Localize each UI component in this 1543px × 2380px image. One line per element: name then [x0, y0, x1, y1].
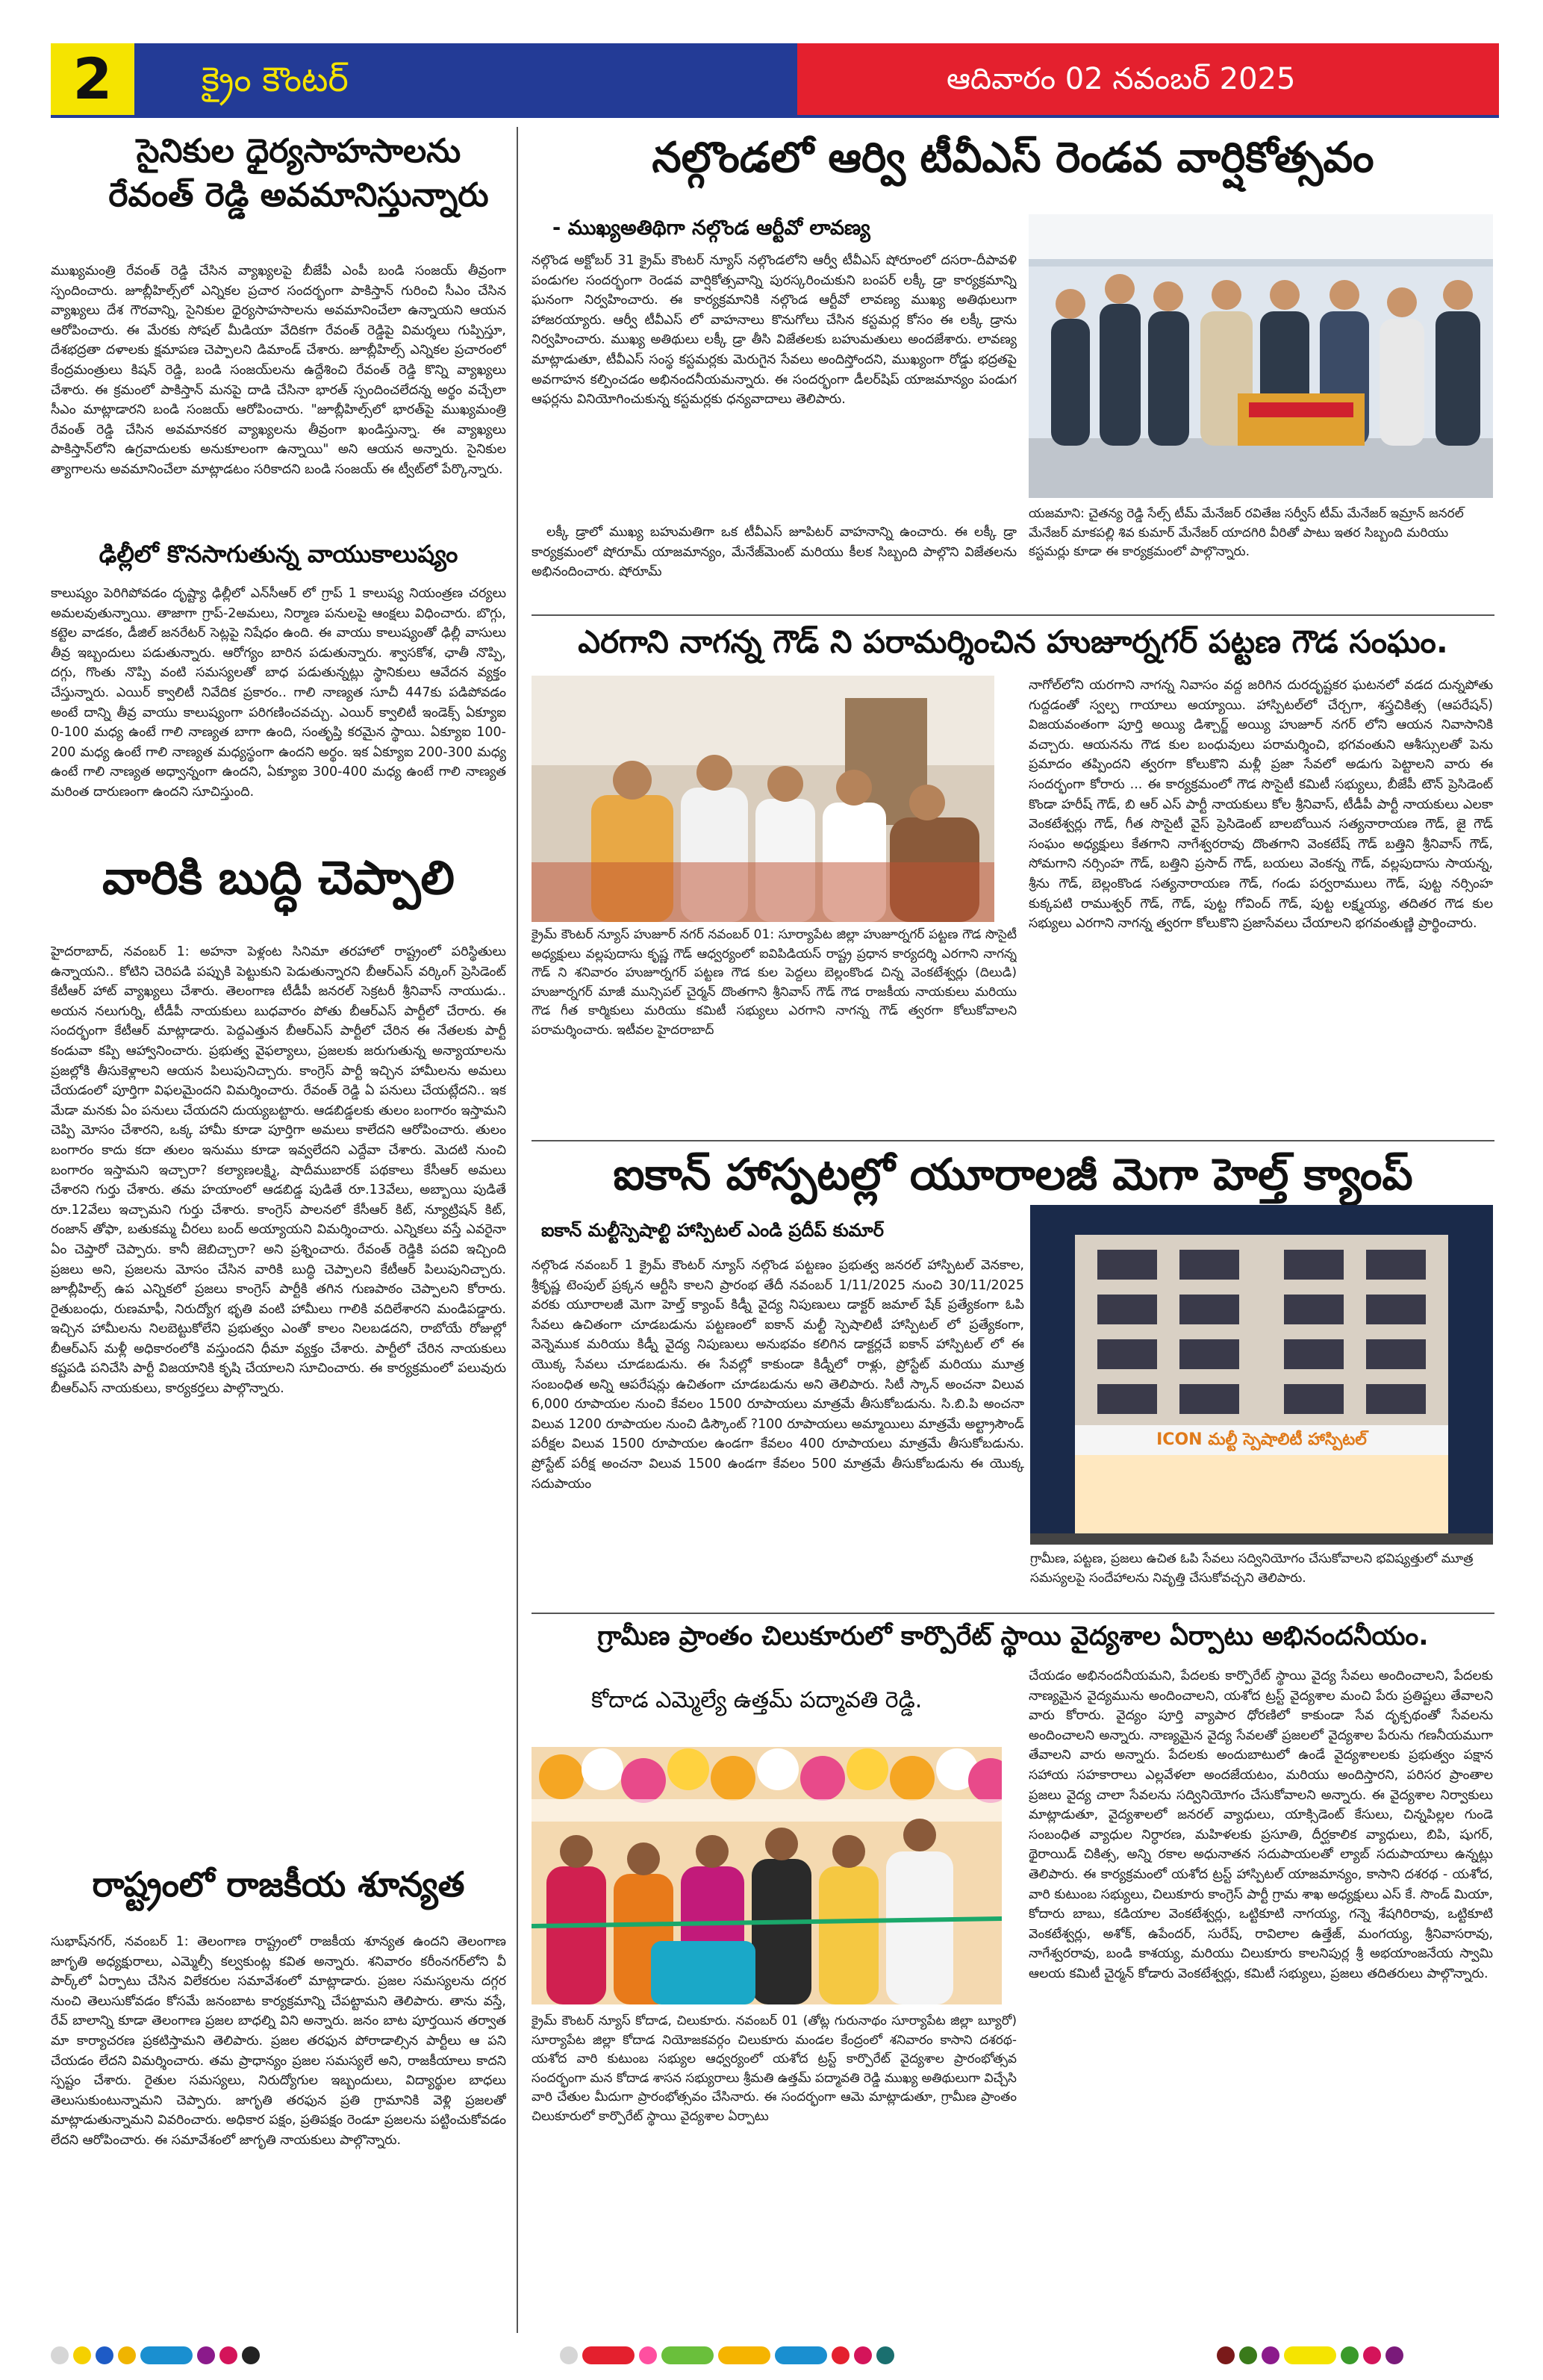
footer-color-strip-center — [560, 2344, 978, 2367]
tvs-photo-caption: యజమాని: చైతన్య రెడ్డి సేల్స్ టీమ్ మేనేజర్ రవితేజ సర్వీస్ టీమ్ మేనేజర్ ఇమ్రాన్ జనరల్ మేనేజర్ మాకపల్లి శివ కుమార్ మేనేజర్ యాదగిరి వీరితో పాటు ఇతర సిబ్బంది మరియు కస్టమర్లు కూడా ఈ కార్యక్రమంలో పాల్గొన్నారు. — [1029, 506, 1464, 559]
article-delhi-title: ఢిల్లీలో కొనసాగుతున్న వాయుకాలుష్యం — [99, 540, 458, 568]
article-sainikula-title — [71, 133, 526, 214]
article-buddhi-title: వారికి బుద్ధి చెప్పాలి — [102, 850, 455, 905]
article-tvs-title: నల్గొండలో ఆర్వి టీవీఎస్ రెండవ వార్షికోత్సవం — [652, 134, 1374, 182]
issue-date: ఆదివారం 02 నవంబర్ 2025 — [797, 43, 1499, 115]
article-body-text: కాలుష్యం పెరిగిపోవడం దృష్ట్యా ఢిల్లీలో ఎన్‌సీఆర్ లో గ్రాప్ 1 కాలుష్య నియంత్రణ చర్యలు అమలవుతున్నాయి. తాజాగా గ్రాప్-2అమలు, నిర్మాణ పనులపై ఆంక్షలు విధించారు. బొగ్గు, కట్టెల వాడకం, డీజిల్ జనరేటర్ సెట్లపై నిషేధం ఉంది. ఈ వాయు కాలుష్యంతో ఢిల్లీ వాసులు తీవ్ర ఇబ్బందులు పడుతున్నారు. ఆరోగ్యం బారిన పడుతున్నారు. శ్వాసకోశ, ఛాతీ నొప్పి, దగ్గు, గొంతు నొప్పి వంటి సమస్యలతో బాధ పడుతున్నట్లు స్థానికులు ఆవేదన వ్యక్తం చేస్తున్నారు. ఎయిర్ క్వాలిటీ నివేదిక ప్రకారం.. గాలి నాణ్యత సూచీ 447కు పడిపోవడం అంటే దాన్ని తీవ్ర వాయు కాలుష్యంగా పరిగణించవచ్చు. ఎయిర్ క్వాలిటీ ఇండెక్స్ ఏక్యూఐ 0-100 మధ్య ఉంటే గాలి నాణ్యత బాగా ఉంది, సంతృప్తి కరమైన స్థాయి. ఏక్యూఐ 100-200 మధ్య ఉంటే గాలి నాణ్యత మధ్యస్థంగా ఉందని అర్థం. ఇక ఏక్యూఐ 200-300 మధ్య ఉంటే గాలి నాణ్యత అధ్వాన్నంగా ఉందని, ఏక్యూఐ 300-400 మధ్య ఉంటే గాలి నాణ్యత మరింత దారుణంగా ఉందని సూచిస్తుంది. — [51, 586, 506, 800]
article-rural-body — [1029, 1666, 1493, 2331]
icon-hospital-photo — [1030, 1205, 1493, 1545]
footer-color-mark — [775, 2346, 827, 2364]
page-number: 2 — [51, 43, 134, 115]
footer-color-mark — [219, 2346, 237, 2364]
article-body-text: నాగోల్‌లోని యరగాని నాగన్న నివాసం వద్ద జరిగిన దురదృష్టకర ఘటనలో వడద దున్నపోతు గుద్దడంతో స్వల్ప గాయాలు అయ్యాయి. హాస్పిటల్‌లో చేర్చగా, శస్త్రచికిత్స (ఆపరేషన్) విజయవంతంగా పూర్తి అయ్యి డిశ్చార్జ్ అయ్యి హుజూర్ నగర్ లోని ఆయన నివాసానికి వచ్చారు. ఆయనను గౌడ కుల బంధువులు పరామర్శించి, భగవంతుని ఆశీస్సులతో పెను ప్రమాదం తప్పిందని త్వరగా కోలుకొని మళ్లీ ప్రజా సేవలో అడుగు పెట్టాలని వారు ఈ సందర్భంగా కోరారు ... ఈ కార్యక్రమంలో గౌడ సొసైటీ కమిటీ సభ్యులు, బీజేపీ టౌన్ ప్రెసిడెంట్ కొండా హరీష్ గౌడ్, బి ఆర్ ఎస్ పార్టీ నాయకులు కోల శ్రీనివాస్, టీడీపీ పార్టీ నాయకులు ఎలకా వెంకటేశ్వర్లు గౌడ్, గీత సొసైటీ వైస్ ప్రెసిడెంట్ బాలబోయిన సత్యనారాయణ గౌడ్, జై గౌడ్ సంఘం అధ్యక్షులు కేతగాని నాగేశ్వరరావు దొంతగాని వెంకటేష్ గౌడ్ బత్తిని శ్రీనివాస్ గౌడ్, సోమగాని నర్సింహ గౌడ్, బత్తిని ప్రసాద్ గౌడ్, బయలు వెంకన్న గౌడ్, వల్లపుదాసు సాయన్న, శ్రీను గౌడ్, బెల్లంకొండ సత్యనారాయణ గౌడ్, గండు పర్వరాములు గౌడ్, పుట్ట నర్సింహ కుక్కపటి రాముశ్వర్ గౌడ్, గౌడ్, పుట్ట గోవింద్ గౌడ్, పుట్ట లక్ష్మయ్య, తదితర గౌడ కుల సభ్యులు ఎరగాని నాగన్న త్వరగా కోలుకొని ప్రజాసేవలు చేయాలని భగవంతుణ్ణి ప్రార్థించారు. — [1029, 678, 1493, 932]
column-divider — [517, 127, 518, 2333]
footer-color-mark — [876, 2346, 894, 2364]
article-rural-title: గ్రామీణ ప్రాంతం చిలుకూరులో కార్పొరేట్ స్థాయి వైద్యశాల ఏర్పాటు అభినందనీయం. — [597, 1622, 1429, 1651]
article-body-text: నల్గొండ అక్టోబర్ 31 క్రైమ్ కౌంటర్ న్యూస్ నల్గొండలోని ఆర్వీ టీవీఎస్ షోరూంలో దసరా-దీపావళి పండుగల సందర్భంగా రెండవ వార్షికోత్సవాన్ని పురస్కరించుకుని బంపర్ లక్కీ డ్రా కార్యక్రమాన్ని ఘనంగా నిర్వహించారు. ఈ కార్యక్రమానికి నల్గొండ ఆర్టీవో లావణ్య ముఖ్య అతిథులుగా హాజరయ్యారు. ఆర్వీ టీవీఎస్ లో వాహనాలు కొనుగోలు చేసిన కస్టమర్ల కోసం ఈ లక్కీ డ్రాను నిర్వహించారు. ముఖ్య అతిథులు లక్కీ డ్రా తీసి విజేతలకు బహుమతులు అందజేశారు. లావణ్య మాట్లాడుతూ, టీవీఎస్ సంస్థ కస్టమర్లకు మెరుగైన సేవలు అందిస్తోందని, ముఖ్యంగా రోడ్డు భద్రతపై అవగాహన కల్పించడం అభినందనీయమన్నారు. ఈ సందర్భంగా డీలర్‌షిప్ యాజమాన్యం పండుగ ఆఫర్లను వినియోగించుకున్న కస్టమర్లకు ధన్యవాదాలు తెలిపారు. — [532, 253, 1017, 408]
gouda-visit-photo — [532, 676, 994, 922]
section-divider — [532, 1613, 1494, 1614]
footer-color-strip-right — [1217, 2344, 1493, 2367]
article-icon-title: ఐకాన్ హాస్పటల్లో యూరాలజీ మెగా హెల్త్ క్యాంప్ — [613, 1149, 1413, 1200]
footer-color-mark — [73, 2346, 91, 2364]
article-body-text: లక్కీ డ్రాలో ముఖ్య బహుమతిగా ఒక టీవీఎస్ జూపిటర్ వాహనాన్ని ఉంచారు. ఈ లక్కీ డ్రా కార్యక్రమంలో షోరూమ్ యాజమాన్యం, మేనేజ్‌మెంట్ మరియు కీలక సిబ్బంది పాల్గొని విజేతలను అభినందించారు. షోరూమ్ — [532, 525, 1017, 580]
footer-color-mark — [96, 2346, 113, 2364]
article-title-line-2: రేవంత్ రెడ్డి అవమానిస్తున్నారు — [108, 175, 489, 214]
tvs-event-photo — [1029, 214, 1493, 498]
footer-color-mark — [582, 2346, 635, 2364]
gouda-photo-caption: క్రైమ్ కౌంటర్ న్యూస్ హుజూర్ నగర్ నవంబర్ 01: సూర్యాపేట జిల్లా హుజూర్నగర్ పట్టణ గౌడ సొసైటీ అధ్యక్షులు వల్లపుదాసు కృష్ణ గౌడ్ ఆధ్వర్యంలో ఐవిపిడియస్ రాష్ట్ర ప్రధాన కార్యదర్శి ఎరగాని నాగన్న గౌడ్ ని శనివారం హుజూర్నగర్ పట్టణ గౌడ కుల పెద్దలు బెల్లంకొండ చిన్న వెంకటేశ్వర్లు (దిలుడి) హుజూర్నగర్ మాజీ మున్సిపల్ చైర్మన్ దొంతగాని శ్రీనివాస్ గౌడ్ గౌడ రాజకీయ నాయకులు మరియు గౌడ గీత కార్మికులు మరియు కమిటీ సభ్యులు ఎరగాని నాగన్న గౌడ్ త్వరగా కోలుకోవాలని పరామర్శించారు. ఇటీవల హైదరాబాద్ — [532, 927, 1017, 1038]
hospital-sign: ICON మల్టీ స్పెషాలిటీ హాస్పిటల్ — [1156, 1430, 1367, 1449]
icon-photo-caption: గ్రామీణ, పట్టణ, ప్రజలు ఉచిత ఓపి సేవలు సద్వినియోగం చేసుకోవాలని భవిష్యత్తులో మూత్ర సమస్యలపై సందేహాలను నివృత్తి చేసుకోవచ్చని తెలిపారు. — [1030, 1551, 1474, 1586]
paper-name: క్రైం కౌంటర్ — [134, 43, 797, 115]
footer-color-mark — [639, 2346, 657, 2364]
article-buddhi-body — [51, 942, 506, 1854]
footer-color-mark — [1217, 2346, 1235, 2364]
footer-color-mark — [1385, 2346, 1403, 2364]
footer-color-strip-left — [51, 2344, 349, 2367]
footer-color-mark — [718, 2346, 770, 2364]
article-body-text: హైదరాబాద్, నవంబర్ 1: అహనా పెళ్లంట సినిమా తరహాలో రాష్ట్రంలో పరిస్థితులు ఉన్నాయని.. కోటిని చెరిపడి పప్పుకి పెట్టుకుని పెడుతున్నారని బీఆర్ఎస్ వర్కింగ్ ప్రెసిడెంట్ కేటీఆర్ హాట్ వ్యాఖ్యలు చేశారు. తెలంగాణ టీడీపీ జనరల్ సెక్రటరీ శ్రీనివాస్ నాయుడు.. అయన నలుగుర్ని, టీడీపీ నాయకులు బుధవారం పోతు బీఆర్ఎస్ పార్టీలో చేరారు. ఈ సందర్భంగా కేటీఆర్ మాట్లాడారు. పెద్దఎత్తున బీఆర్ఎస్ పార్టీలో చేరిన ఈ నేతలకు పార్టీ కండువా కప్పి ఆహ్వానించారు. ప్రభుత్వ వైఫల్యాలు, ప్రజలకు జరుగుతున్న అన్యాయాలను ప్రజల్లోకి తీసుకెళ్లాలని ఆయన పిలుపునిచ్చారు. కాంగ్రెస్ పార్టీ ఇచ్చిన హామీలను అమలు చేయడంలో పూర్తిగా విఫలమైందని విమర్శించారు. రేవంత్ రెడ్డి ఏ పనులు చేయట్లేదని.. ఇక మేడా మనకు ఏం పనులు చేయదని దుయ్యబట్టారు. ఆడబిడ్డలకు తులం బంగారం ఇస్తామని చెప్పి మోసం చేశారని, ఒక్క హామీ కూడా పూర్తిగా అమలు కాలేదని ఆరోపించారు. తులం బంగారం కాదు కదా తులం ఇనుము కూడా ఇవ్వలేదని ఎద్దేవా చేశారు. మెదటి నుంచి బంగారం ఇస్తామని ఇచ్చారా? కల్యాణలక్ష్మి, షాదీముబారక్ పథకాలు కేసీఆర్ అమలు చేశారని గుర్తు చేశారు. తమ హయాంలో ఆడబిడ్డ పుడితే రూ.13వేలు, అబ్బాయి పుడితే రూ.12వేలు ఇచ్చామని గుర్తు చేశారు. కాంగ్రెస్ పాలనలో కేసీఆర్ కిట్, న్యూట్రిషన్ కిట్, రంజాన్ తోఫా, బతుకమ్మ చీరలు బంద్ అయ్యాయని విమర్శించారు. ఎన్నికలు వస్తే ఎవరైనా ఏం చెప్తారో చెప్పారు. కానీ జెబిచ్చారా? అని ప్రశ్నించారు. రేవంత్ రెడ్డికి పదవి ఇచ్చింది ప్రజలు అని, ప్రజలను మోసం చేసిన వారికి బుద్ధి చెప్పాలని కేటీఆర్ పిలుపునిచ్చారు. జూబ్లీహిల్స్ ఉప ఎన్నికలో ప్రజలు కాంగ్రెస్ పార్టీకి తగిన గుణపాఠం చెప్పాలని కోరారు. రైతుబంధు, రుణమాఫీ, నిరుద్యోగ భృతి వంటి హామీలు గాలికి వదిలేశారని మండిపడ్డారు. ఇచ్చిన హామీలను నిలబెట్టుకోలేని ప్రభుత్వం ఎంతో కాలం నిలబడదని, రాబోయే రోజుల్లో బీఆర్ఎస్ మళ్లీ అధికారంలోకి వస్తుందని ధీమా వ్యక్తం చేశారు. పార్టీలో చేరిన నాయకులు కష్టపడి పనిచేసి పార్టీ విజయానికి కృషి చేయాలని సూచించారు. ఈ కార్యక్రమంలో పలువురు బీఆర్ఎస్ నాయకులు, కార్యకర్తలు పాల్గొన్నారు. — [51, 944, 506, 1397]
article-icon-subtitle: ఐకాన్ మల్టీస్పెషాల్టి హాస్పిటల్ ఎండి ప్రదీప్ కుమార్ — [541, 1220, 884, 1241]
article-body-text: ముఖ్యమంత్రి రేవంత్ రెడ్డి చేసిన వ్యాఖ్యలపై బీజేపీ ఎంపీ బండి సంజయ్ తీవ్రంగా స్పందించారు. జూబ్లీహిల్స్‌లో ఎన్నికల ప్రచార సందర్భంగా పాకిస్తాన్ గురించి సీఎం చేసిన వ్యాఖ్యలు దేశ గౌరవాన్ని, సైనికుల ధైర్యసాహసాలను అవమానించేలా ఉన్నాయని ఆయన ఆరోపించారు. ఈ మేరకు సోషల్ మీడియా వేదికగా రేవంత్ రెడ్డిపై విమర్శలు గుప్పిస్తూ, దేశభద్రతా దళాలకు క్షమాపణ చెప్పాలని డిమాండ్ చేశారు. జూబ్లీహిల్స్ ఎన్నికల ప్రచారంలో కేంద్రమంత్రులు కిషన్ రెడ్డి, బండి సంజయ్‌లను ఉద్దేశించి రేవంత్ రెడ్డి కొన్ని వ్యాఖ్యలు చేశారు. ఈ క్రమంలో పాకిస్తాన్ మనపై దాడి చేసినా భారత్ స్పందించలేదన్న అర్థం వచ్చేలా సీఎం మాట్లాడారని బండి సంజయ్ ఆరోపించారు. "జూబ్లీహిల్స్‌లో భారత్‌పై ముఖ్యమంత్రి రేవంత్ రెడ్డి చేసిన అవమానకర వ్యాఖ్యలను తీవ్రంగా ఖండిస్తున్నా. ఈ వ్యాఖ్యలు పాకిస్తాన్‌లోని ఉగ్రవాదులకు అనుకూలంగా ఉన్నాయి" అని ఆయన అన్నారు. సైనికుల త్యాగాలను అవమానించేలా మాట్లాడటం సరికాదని బండి సంజయ్ ఈ ట్వీట్‌లో పేర్కొన్నారు. — [51, 264, 506, 477]
article-sainikula-body — [51, 261, 506, 532]
footer-color-mark — [1284, 2346, 1336, 2364]
footer-color-mark — [832, 2346, 850, 2364]
rural-photo-caption: క్రైమ్ కౌంటర్ న్యూస్ కోదాడ, చిలుకూరు. నవంబర్ 01 (తోట్ల గురునాథం సూర్యాపేట జిల్లా బ్యూరో) సూర్యాపేట జిల్లా కోదాడ నియోజకవర్గం చిలుకూరు మండల కేంద్రంలో శనివారం కాసాని దశరథ-యశోద వారి కుటుంబ సభ్యుల ఆధ్వర్యంలో యశోద ట్రస్ట్ కార్పొరేట్ వైద్యశాల ప్రారంభోత్సవ సందర్భంగా మన కోదాడ శాసన సభ్యురాలు శ్రీమతి ఉత్తమ్ పద్మావతి రెడ్డి ముఖ్య అతిథులుగా విచ్చేసి వారి చేతుల మీదుగా ప్రారంభోత్సవం చేసినారు. ఈ సందర్భంగా ఆమె మాట్లాడుతూ, గ్రామీణ ప్రాంతం చిలుకూరులో కార్పొరేట్ స్థాయి వైద్యశాల ఏర్పాటు — [532, 2013, 1017, 2124]
article-delhi-body — [51, 584, 506, 841]
footer-color-mark — [1341, 2346, 1359, 2364]
footer-color-mark — [661, 2346, 714, 2364]
article-tvs-subtitle: - ముఖ్యఅతిథిగా నల్గొండ ఆర్టీవో లావణ్య — [552, 216, 870, 240]
article-tvs-body-2 — [532, 523, 1017, 608]
section-divider — [532, 614, 1494, 616]
footer-color-mark — [560, 2346, 578, 2364]
article-body-text: చేయడం అభినందనీయమని, పేదలకు కార్పొరేట్ స్థాయి వైద్య సేవలు అందించాలని, పేదలకు నాణ్యమైన వైద్యమును అందించాలని, యశోద ట్రస్ట్ వైద్యశాల మంచి పేరు ప్రతిష్టలు తేవాలని వారు కోరారు. వైద్యం పూర్తి వ్యాపార ధోరణిలో కాకుండా సేవ దృక్పథంతో సేవలను అందించాలని అన్నారు. నాణ్యమైన వైద్య సేవలతో ప్రజలలో వైద్యశాల పేరును గణనీయముగా తేవాలని వారు అన్నారు. పేదలకు అందుబాటులో ఉండే వైద్యశాలలకు ప్రభుత్వం పక్షాన సహాయ సహకారాలు ఎల్లవేళలా అందజేయటం, మరియు అందిస్తారని, పరిసర ప్రాంతాల ప్రజలు వైద్య చాలా సేవలను సద్వినియోగం చేసుకోవాలని అన్నారు. ఈ వైద్యశాల నిర్వాకులు మాట్లాడుతూ, వైద్యశాలలో జనరల్ వ్యాధులు, యాక్సిడెంట్ కేసులు, చిన్నపిల్లల గుండె సంబంధిత వ్యాధుల నిర్ధారణ, మహిళలకు ప్రసూతి, దీర్ఘకాలిక వ్యాధులు, బిపి, షుగర్, థైరాయిడ్ చికిత్స, అన్ని రకాల అధునాతన సదుపాయలతో ల్యాబ్ సదుపాయాలు ఉన్నట్లు తెలిపారు. ఈ కార్యక్రమంలో యశోద ట్రస్ట్ హాస్పిటల్ యాజమాన్యం, కాసాని దశరథ - యశోద, వారి కుటుంబ సభ్యులు, చిలుకూరు కాంగ్రెస్ పార్టీ గ్రామ శాఖ అధ్యక్షులు ఎస్ కే. సొండ్ మియా, కోదారు బాబు, కడియాల వెంకటేశ్వర్లు, ఒట్టికూటి నాగయ్య, గన్నె శేషగిరిరావు, ఒట్టికూటి వెంకటేశ్వర్లు, అశోక్, ఉపేందర్, సురేష్, రావిలాల ఉత్తేజ్, మంగయ్య, శ్రీనివాసరావు, నాగేశ్వరరావు, బండి కాశయ్య, మరియు చిలుకూరు కాలనిపుర్ల శ్రీ అభయాంజనేయ స్వామి ఆలయ కమిటీ చైర్మన్ కోడారు వెంకటేశ్వర్లు, కమిటీ సభ్యులు, ప్రజలు తదితరులు పాల్గొన్నారు. — [1029, 1669, 1493, 1981]
article-rajakeeya-title: రాష్ట్రంలో రాజకీయ శూన్యత — [92, 1864, 465, 1904]
article-tvs-body — [532, 251, 1017, 523]
article-body-text: నల్గొండ నవంబర్ 1 క్రైమ్ కౌంటర్ న్యూస్ నల్గొండ పట్టణం ప్రభుత్వ జనరల్ హాస్పిటల్ వెనకాల, శ్రీకృష్ణ టెంపుల్ ప్రక్కన ఆర్టీసి కాలని ప్రారంభ తేదీ నవంబర్ 1/11/2025 నుంచి 30/11/2025 వరకు యూరాలజీ మెగా హెల్త్ క్యాంప్ కిడ్నీ వైద్య నిపుణులు డాక్టర్ జమాల్ షేక్ ప్రత్యేకంగా ఓపి సేవలు ఉచితంగా చూడబడును పట్టణంలో ఐకాన్ మల్టీ స్పెషాలిటీ హాస్పిటల్ లో ప్రత్యేకంగా, వెన్నెముక మరియు కిడ్నీ వైద్య నిపుణులు అనుభవం కలిగిన డాక్టర్లచే ఐకాన్ హాస్పిటల్ లో ఈ యొక్క సేవలు చూడబడును. ఈ సేవల్లో కాకుండా కిడ్నీలో రాళ్లు, ప్రోస్టేట్ మరియు మూత్ర సంబంధిత అన్ని ఆపరేషన్లు ఉచితంగా చూడబడును అని తెలిపారు. సిటీ స్కాన్ అంచనా విలువ 6,000 రూపాయల నుంచి కేవలం 1500 రూపాయలు మాత్రమే తీసుకోబడును. సి.బి.పి అంచనా విలువ 1200 రూపాయల నుంచి డిస్కౌంట్ ?100 రూపాయలు అమ్మాయిలు మాత్రమే అల్ట్రాసౌండ్ పరీక్షల విలువ 1500 రూపాయల ఉండగా కేవలం 400 రూపాయలు మాత్రమే తీసుకోబడును. ప్రోస్టేట్ పరీక్ష అంచనా విలువ 1500 ఉండగా కేవలం 500 మాత్రమే తీసుకోబడును ఈ యొక్క సదుపాయం — [532, 1258, 1024, 1492]
footer-color-mark — [118, 2346, 136, 2364]
footer-color-mark — [51, 2346, 69, 2364]
article-rural-subtitle: కోదాడ ఎమ్మెల్యే ఉత్తమ్ పద్మావతి రెడ్డి. — [591, 1687, 923, 1713]
footer-color-mark — [242, 2346, 260, 2364]
article-icon-body — [532, 1256, 1024, 1607]
footer-color-mark — [1239, 2346, 1257, 2364]
article-gouda-title: ఎరగాని నాగన్న గౌడ్ ని పరామర్శించిన హుజూర్నగర్ పట్టణ గౌడ సంఘం. — [578, 623, 1448, 660]
section-divider — [532, 1140, 1494, 1141]
footer-color-mark — [1363, 2346, 1381, 2364]
article-body-text: సుభాష్‌నగర్, నవంబర్ 1: తెలంగాణ రాష్ట్రంలో రాజకీయ శూన్యత ఉందని తెలంగాణ జాగృతి అధ్యక్షురాలు, ఎమ్మెల్సీ కల్వకుంట్ల కవిత అన్నారు. శనివారం కరీంనగర్‌లోని వీ పార్క్‌లో ఏర్పాటు చేసిన విలేకరుల సమావేశంలో మాట్లాడారు. ప్రజల సమస్యలను దగ్గర నుంచి తెలుసుకోవడం కోసమే జనంబాట కార్యక్రమాన్ని చేపట్టామని తెలిపారు. తాను వస్తే, రేవ్ బాలాన్ని కూడా తెలంగాణ ప్రజల బాధల్ని విని అన్నారు. జనం బాట పూర్తయిన తర్వాత మా కార్యాచరణ ప్రకటిస్తామని తెలిపారు. ప్రజల తరఫున పోరాడాల్సిన పార్టీలు ఆ పని చేయడం లేదని విమర్శించారు. తమ ప్రాధాన్యం ప్రజల సమస్యలే అని, రాజకీయాలు కాదని స్పష్టం చేశారు. రైతుల సమస్యలు, నిరుద్యోగుల ఇబ్బందులు, విద్యార్థుల బాధలు తెలుసుకుంటున్నామని చెప్పారు. జాగృతి తరఫున ప్రతి గ్రామానికి వెళ్లి ప్రజలతో మాట్లాడుతున్నామని వివరించారు. అధికార పక్షం, ప్రతిపక్షం రెండూ ప్రజలను పట్టించుకోవడం లేదని ఆరోపించారు. ఈ సమావేశంలో జాగృతి నాయకులు పాల్గొన్నారు. — [51, 1934, 506, 2148]
footer-color-mark — [1262, 2346, 1279, 2364]
footer-color-mark — [140, 2346, 193, 2364]
footer-color-mark — [197, 2346, 215, 2364]
header-rule — [51, 115, 1499, 118]
article-gouda-body — [1029, 676, 1493, 1124]
article-rajakeeya-body — [51, 1932, 506, 2320]
rural-inauguration-photo — [532, 1747, 1002, 2004]
footer-color-mark — [854, 2346, 872, 2364]
article-title-line-1: సైనికుల ధైర్యసాహసాలను — [136, 132, 461, 170]
